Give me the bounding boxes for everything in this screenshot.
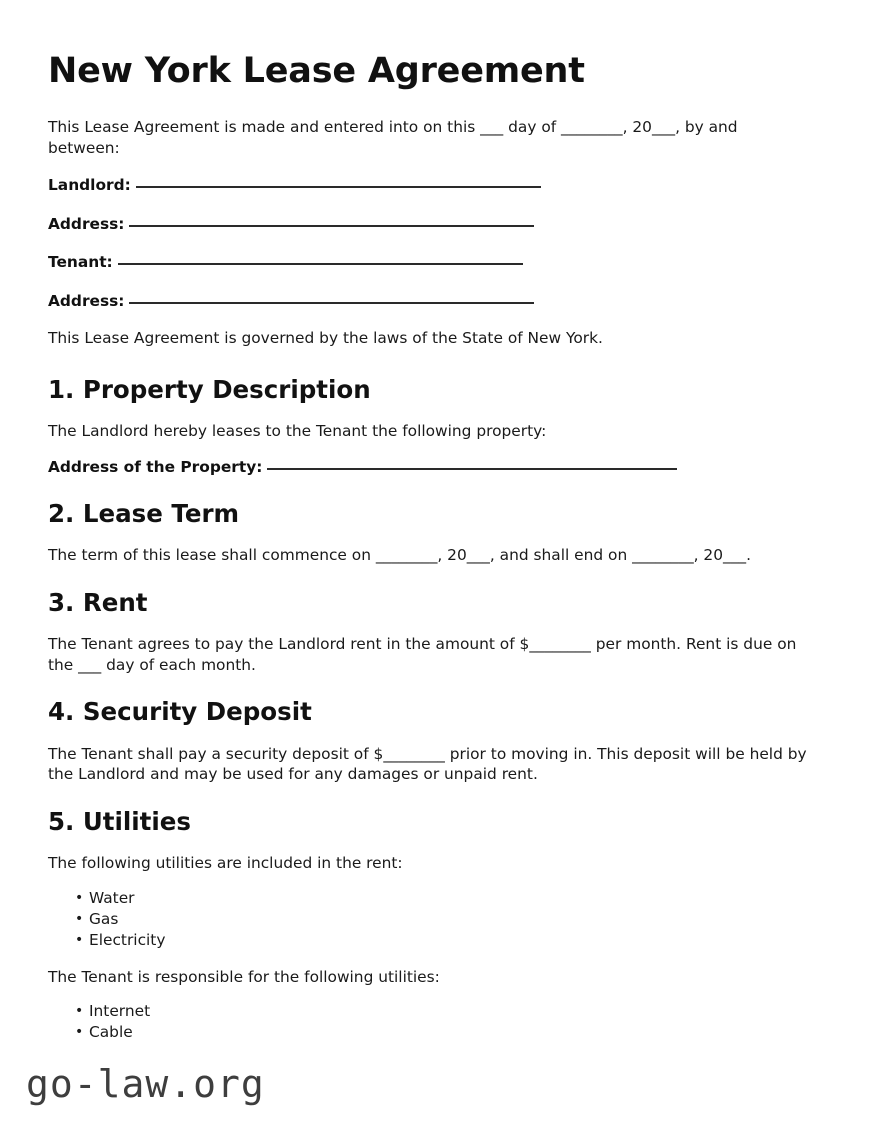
list-item: • Electricity: [89, 930, 810, 951]
section-heading-lease-term: 2. Lease Term: [48, 499, 240, 529]
intro-paragraph: This Lease Agreement is made and entered into on this ___ day of ________, 20___, by and between:: [48, 118, 738, 157]
field-input-tenant-address[interactable]: [129, 290, 534, 304]
field-row-tenant: [48, 251, 810, 273]
field-label-landlord-address: Address:: [48, 214, 125, 233]
list-item: • Cable: [89, 1022, 810, 1043]
field-label-tenant: Tenant:: [48, 253, 113, 272]
section-body-security-deposit: The Tenant shall pay a security deposit of $________ prior to moving in. This deposit will be held by the Landlord and may be used for any damages or unpaid rent.: [48, 744, 807, 784]
field-label-tenant-address: Address:: [48, 291, 125, 310]
field-row-landlord: [48, 174, 810, 196]
field-input-tenant[interactable]: [118, 251, 523, 265]
tenant-utilities-list: [48, 1001, 810, 1043]
field-row-landlord-address: [48, 213, 810, 235]
field-row-property-address: [48, 456, 810, 478]
field-input-property-address[interactable]: [267, 456, 677, 470]
document-content: [48, 52, 810, 1059]
section-heading-rent: 3. Rent: [48, 587, 148, 617]
field-label-property-address: Address of the Property:: [48, 457, 263, 476]
section-body-utilities-included: The following utilities are included in the rent:: [48, 854, 403, 873]
included-utilities-list: [48, 888, 810, 951]
section-body-utilities-tenant: The Tenant is responsible for the following utilities:: [48, 967, 440, 986]
page-title: New York Lease Agreement: [48, 51, 585, 91]
field-input-landlord-address[interactable]: [129, 213, 534, 227]
section-body-property-description: The Landlord hereby leases to the Tenant the following property:: [48, 422, 547, 441]
governing-law-paragraph: This Lease Agreement is governed by the laws of the State of New York.: [48, 329, 603, 348]
section-body-rent: The Tenant agrees to pay the Landlord rent in the amount of $________ per month. Rent is due on the ___ day of each month.: [48, 635, 797, 674]
list-item: • Water: [89, 888, 810, 909]
section-heading-property-description: 1. Property Description: [48, 374, 371, 404]
list-item: • Gas: [89, 909, 810, 930]
section-heading-utilities: 5. Utilities: [48, 806, 191, 836]
section-body-lease-term: The term of this lease shall commence on ________, 20___, and shall end on ________, 20___.: [48, 546, 751, 565]
field-input-landlord[interactable]: [136, 174, 541, 188]
list-item: • Internet: [89, 1001, 810, 1022]
site-watermark: go-law.org: [26, 1062, 265, 1106]
section-heading-security-deposit: 4. Security Deposit: [48, 697, 312, 727]
field-label-landlord: Landlord:: [48, 176, 131, 195]
field-row-tenant-address: [48, 290, 810, 312]
